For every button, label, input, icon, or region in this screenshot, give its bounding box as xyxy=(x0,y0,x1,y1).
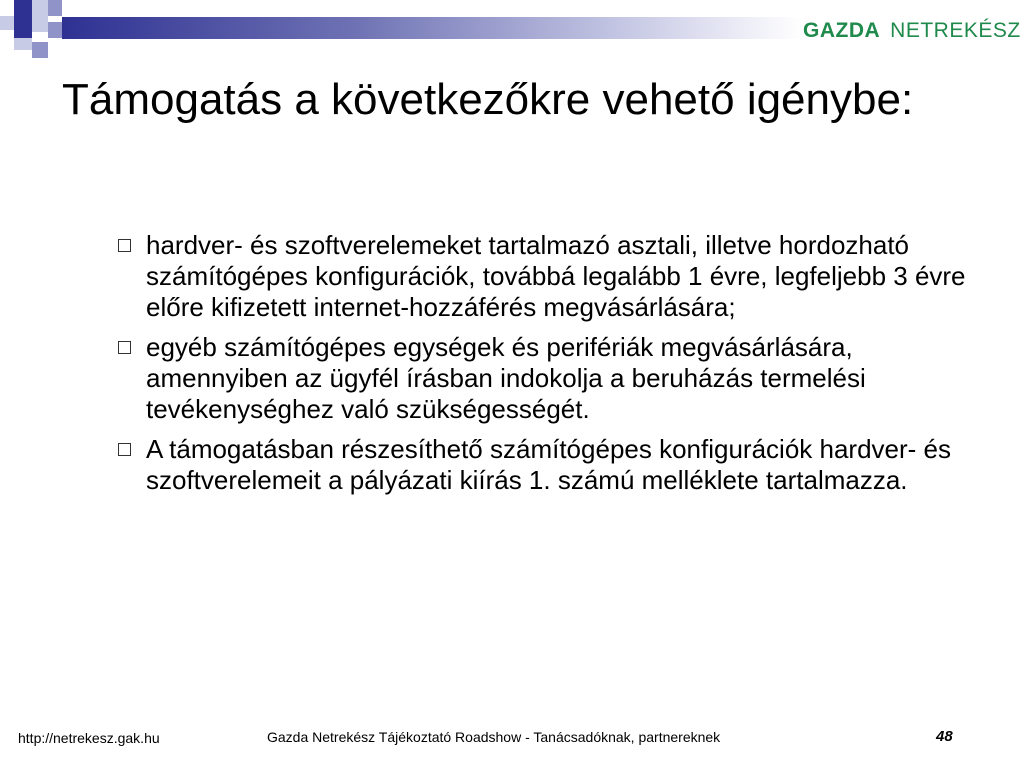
square-bullet-icon xyxy=(118,239,131,252)
deco-square xyxy=(48,22,62,38)
bullet-text: A támogatásban részesíthető számítógépes konfigurációk hardver- és szoftverelemeit a pályázati kiírás 1. számú melléklete tartalmazza. xyxy=(146,434,951,495)
deco-square xyxy=(32,16,48,32)
header-gradient-bar xyxy=(62,17,802,39)
square-bullet-icon xyxy=(118,341,131,354)
page-number: 48 xyxy=(936,728,953,745)
bullet-list xyxy=(116,230,976,505)
bullet-item xyxy=(116,434,976,496)
square-bullet-icon xyxy=(118,443,131,456)
footer-caption: Gazda Netrekész Tájékoztató Roadshow - Tanácsadóknak, partnereknek xyxy=(267,729,721,745)
bullet-item xyxy=(116,332,976,425)
bullet-text: hardver- és szoftverelemeket tartalmazó asztali, illetve hordozható számítógépes konfigurációk, továbbá legalább 1 évre, legfeljebb 3 évre előre kifizetett internet-hozzáférés megvásárlására; xyxy=(146,230,966,322)
brand-left: GAZDA xyxy=(803,19,881,42)
deco-square xyxy=(14,16,32,38)
deco-square xyxy=(32,42,48,58)
footer-url: http://netrekesz.gak.hu xyxy=(18,730,160,746)
deco-square xyxy=(32,0,48,16)
brand-right: NETREKÉSZ xyxy=(890,19,1021,42)
slide-title: Támogatás a következőkre vehető igénybe: xyxy=(62,75,914,124)
brand-logo xyxy=(803,12,1019,50)
bullet-text: egyéb számítógépes egységek és perifériák megvásárlására, amennyiben az ügyfél írásban indokolja a beruházás termelési tevékenységhez való szükségességét. xyxy=(146,332,866,424)
bullet-item xyxy=(116,230,976,323)
deco-square xyxy=(14,0,32,16)
deco-square xyxy=(14,38,32,50)
deco-square xyxy=(0,16,14,30)
deco-square xyxy=(48,0,62,16)
